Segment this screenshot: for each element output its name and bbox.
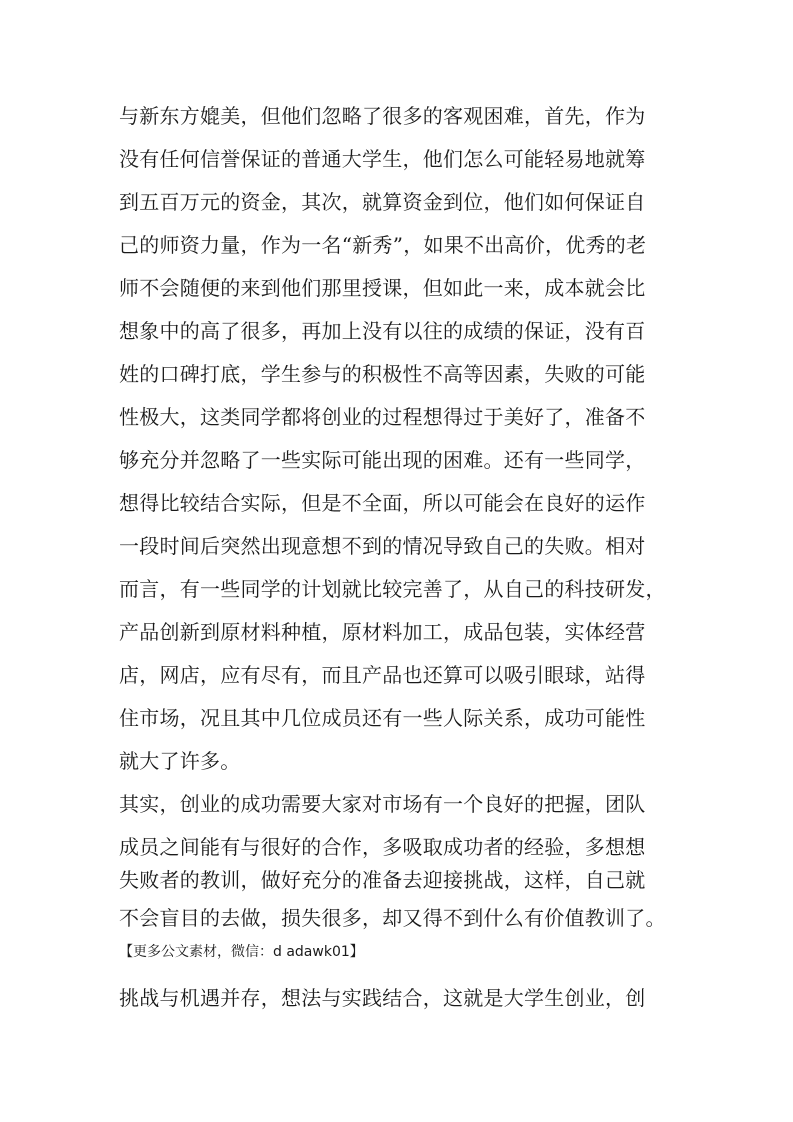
text-line: 产品创新到原材料种植，原材料加工，成品包装，实体经营 [119, 620, 646, 644]
text-line: 想象中的高了很多，再加上没有以往的成绩的保证，没有百 [119, 319, 646, 343]
text-line: 与新东方媲美，但他们忽略了很多的客观困难，首先，作为 [119, 104, 646, 128]
text-line: 就大了许多。 [119, 749, 241, 773]
text-line: 失败者的教训，做好充分的准备去迎接挑战，这样，自己就 [119, 868, 646, 892]
text-line: 够充分并忽略了一些实际可能出现的困难。还有一些同学， [119, 448, 646, 472]
wechat-note: 【更多公文素材，微信：d adawk01】 [119, 944, 364, 960]
text-line: 而言，有一些同学的计划就比较完善了，从自己的科技研发， [119, 577, 666, 601]
text-line: 性极大，这类同学都将创业的过程想得过于美好了，准备不 [119, 405, 646, 429]
text-line: 不会盲目的去做，损失很多，却又得不到什么有价值教训了。 [119, 906, 666, 930]
text-line: 挑战与机遇并存，想法与实践结合，这就是大学生创业，创 [119, 986, 646, 1010]
text-line: 到五百万元的资金，其次，就算资金到位，他们如何保证自 [119, 190, 646, 214]
text-line: 想得比较结合实际，但是不全面，所以可能会在良好的运作 [119, 491, 646, 515]
text-line: 己的师资力量，作为一名“新秀”，如果不出高价，优秀的老 [119, 233, 647, 257]
text-line: 成员之间能有与很好的合作，多吸取成功者的经验，多想想 [119, 835, 646, 859]
text-line: 店，网店，应有尽有，而且产品也还算可以吸引眼球，站得 [119, 663, 646, 687]
text-line: 其实，创业的成功需要大家对市场有一个良好的把握，团队 [119, 792, 646, 816]
text-line: 一段时间后突然出现意想不到的情况导致自己的失败。相对 [119, 534, 646, 558]
text-line: 没有任何信誉保证的普通大学生，他们怎么可能轻易地就筹 [119, 147, 646, 171]
text-line: 姓的口碑打底，学生参与的积极性不高等因素，失败的可能 [119, 362, 646, 386]
text-line: 住市场，况且其中几位成员还有一些人际关系，成功可能性 [119, 706, 646, 730]
text-line: 师不会随便的来到他们那里授课，但如此一来，成本就会比 [119, 276, 646, 300]
